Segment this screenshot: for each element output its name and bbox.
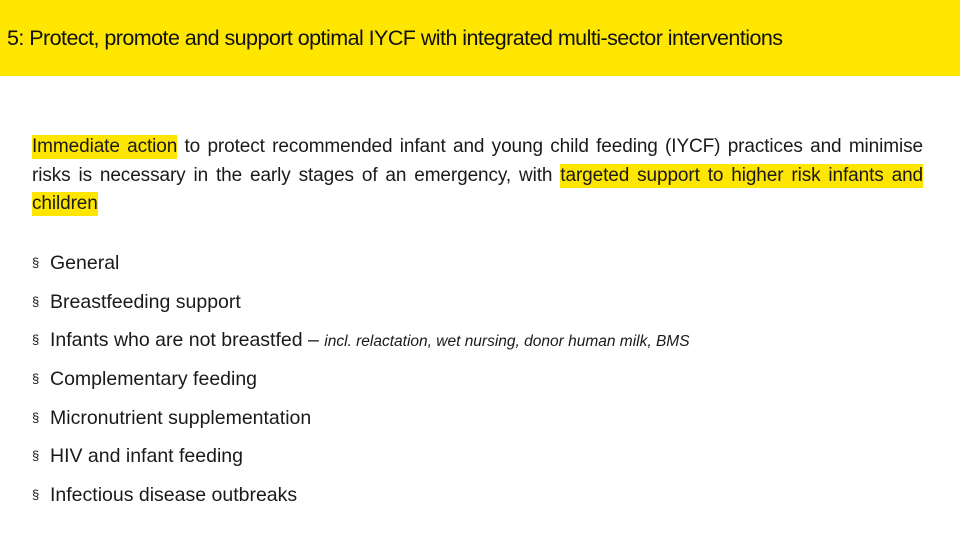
intervention-list	[32, 249, 690, 520]
list-item-label: Breastfeeding support	[50, 290, 241, 313]
list-item-note: incl. relactation, wet nursing, donor human milk, BMS	[324, 333, 690, 351]
bullet-icon: §	[32, 255, 40, 270]
intro-paragraph	[32, 133, 923, 219]
list-item-general	[32, 249, 690, 288]
list-item-micronutrient	[32, 404, 690, 443]
highlight-targeted-support: targeted support to higher risk infants and children	[32, 164, 923, 214]
list-item-label: Complementary feeding	[50, 368, 258, 391]
list-item-breastfeeding-support	[32, 288, 690, 327]
list-item-label: HIV and infant feeding	[50, 445, 243, 468]
list-item-infectious-disease	[32, 481, 690, 520]
highlight-immediate-action: Immediate action	[32, 136, 178, 157]
intro-middle-text: to protect recommended infant and young child feeding (IYCF) practices and minimise risks is necessary in the early stages of an emergency, with	[32, 136, 923, 186]
list-item-label: Infectious disease outbreaks	[50, 484, 298, 507]
title-bar	[0, 0, 960, 76]
list-item-label: Micronutrient supplementation	[50, 406, 312, 429]
list-item-complementary-feeding	[32, 365, 690, 404]
bullet-icon: §	[32, 293, 40, 309]
list-item-hiv	[32, 442, 690, 481]
list-item-label: Infants who are not breastfed –	[50, 329, 325, 352]
list-item-not-breastfed	[32, 326, 690, 365]
bullet-icon: §	[32, 448, 40, 464]
slide-title: 5: Protect, promote and support optimal IYCF with integrated multi-sector interventions	[7, 26, 783, 50]
bullet-icon: §	[32, 487, 40, 503]
bullet-icon: §	[32, 332, 40, 348]
bullet-icon: §	[32, 409, 40, 425]
list-item-label: General	[50, 252, 120, 274]
bullet-icon: §	[32, 371, 40, 387]
